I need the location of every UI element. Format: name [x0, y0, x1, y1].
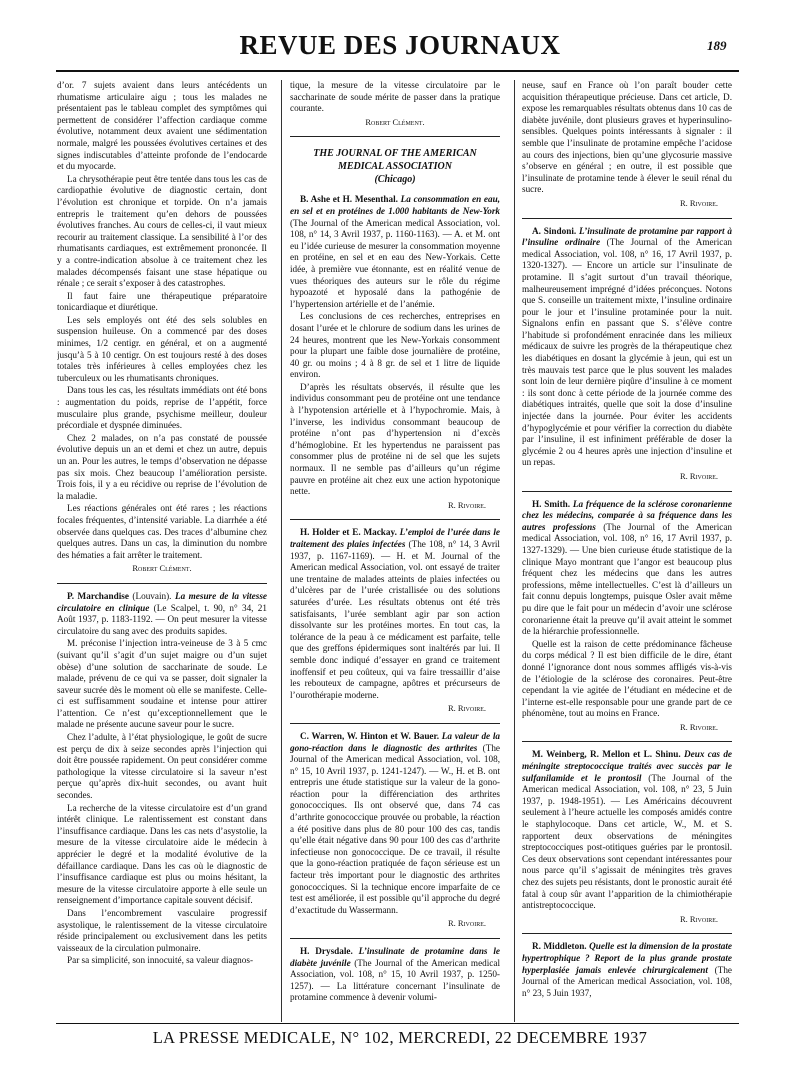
article-authors: B. Ashe et H. Mesenthal.: [300, 194, 398, 205]
paragraph: Chez 2 malades, on n’a pas constaté de poussée évolutive depuis un an et demi et chez un autre, depuis un an. Pour les autres, le temps d’observation ne dépasse pas six mois. Chez beaucoup l’amélioration persiste. Trois fois, il y a eu récidive ou reprise de l’évolution de la maladie.: [57, 432, 267, 501]
author-signature: Robert Clément.: [132, 563, 192, 574]
article-heading: [522, 749, 732, 911]
paragraph: Quelle est la raison de cette prédominance fâcheuse du corps médical ? Il est bien difficile de le dire, étant donné l’ignorance dont nous sommes affligés vis-à-vis de l’étiologie de la sclérose des coronaires. Peut-être cependant la vie agitée de l’étudiant en médecine et de l’interne est-elle responsable pour une grande part de ce phénomène, tout au moins en France.: [522, 638, 732, 719]
article-reference: (The Journal of the American medical Association, vol. 108, n° 16, 17 Avril 1937, p. 1320-1327). — Encore un article sur l’insulinate de protamine. Il s’agit surtout d’un travail théorique, malheureusement imprégné d’idées préconçues. Notons que S. conseille un traitement mixte, l’insuline ordinaire pour le jour et l’insuline protaminée pour la nuit. Signalons enfin en passant que S. s’élève contre l’habitude si profondément enracinée dans les milieux médicaux de suivre les progrès de la thérapeutique chez les diabétiques en dosant la glycémie à jeun, qui est un très mauvais test parce que le plus souvent les malades sont loin de leur dernière piqûre d’insuline à ce moment : ils sont donc à cette période de la journée comme des diabétiques intraités, quelle que soit la dose d’insuline injectée dans la journée. Pour éviter les accidents d’hypoglycémie et pour vérifier la correction du diabète par l’insuline, il est infiniment préférable de doser la glycémie 2 ou 4 heures après une injection d’insuline et un repas.: [522, 237, 732, 468]
article-authors: H. Holder et E. Mackay.: [300, 527, 397, 538]
journal-name-line: MEDICAL ASSOCIATION: [337, 161, 453, 173]
paragraph: D’après les résultats observés, il résulte que les individus consommant peu de protéine ont une tendance à l’hypotension artérielle et à l’hypochromie. Mais, à l’inverse, les individus consommant beaucoup de protéine n’ont pas d’hypertension ni d’excès d’hémoglobine. Et les hypertendus ne paraissent pas consommer plus de protéine ni de sel que les sujets normaux. Il ne semble pas d’ailleurs qu’un régime pauvre en protéine ait chez eux une action hypotonique nette.: [290, 381, 500, 497]
header-rule: [56, 70, 739, 72]
paragraph: Les conclusions de ces recherches, entreprises en dosant l’urée et le chlorure de sodium dans les urines de 24 heures, montrent que les New-Yorkais consomment pour la plupart une faible dose journalière de protéine, 40 gr. ou moins ; 4 à 8 gr. de sel et 1 litre de liquide environ.: [290, 311, 500, 380]
article-separator: [522, 933, 732, 934]
author-signature: R. Rivoire.: [447, 499, 486, 510]
article-authors: H. Smith.: [532, 498, 571, 509]
paragraph: M. préconise l’injection intra-veineuse de 3 à 5 cmc (suivant qu’il s’agit d’un sujet maigre ou d’un sujet obèse) d’une solution de saccharinate de soude. Le malade, prévenu de ce qui va se passer, doit signaler la saveur sucrée dès le moment où elle se manifeste. Celle-ci est suffisamment soudaine et intense pour attirer l’attention. Ce n’est qu’exceptionnellement que le malade ne présente aucune saveur pour le sucre.: [57, 638, 267, 730]
paragraph: Dans l’encombrement vasculaire progressif asystolique, le ralentissement de la vitesse circulatoire réside principalement ou exclusivement dans les petits vaisseaux de la circulation pulmonaire.: [57, 907, 267, 953]
paragraph: La recherche de la vitesse circulatoire est d’un grand intérêt clinique. Le ralentissement est constant dans l’insuffisance cardiaque. Dans les cas nets d’asystolie, la mesure de la vitesse circulatoire aide le médecin à apprécier le degré et la modalité évolutive de la défaillance cardiaque. Dans les cas où le diagnostic de l’insuffisance cardiaque est plus ou moins hésitant, la mesure de la vitesse circulatoire apporte à elle seule un renseignement d’importance capitale souvent décisif.: [57, 802, 267, 906]
paragraph: Chez l’adulte, à l’état physiologique, le goût de sucre est perçu de dix à seize secondes après l’injection qui doit être poussée rapidement. On peut considérer comme pathologique la vitesse circulatoire si la saveur n’est perçue qu’après dix-huit secondes, ou avant huit secondes.: [57, 732, 267, 801]
article-separator: [290, 519, 500, 520]
author-signature: R. Rivoire.: [679, 197, 718, 208]
article-authors: P. Marchandise: [67, 590, 129, 601]
paragraph: d’or. 7 sujets avaient dans leurs antécédents un rhumatisme articulaire aigu ; tous les malades ne présentaient pas le tableau complet des symptômes qui permettent de considérer l’affection cardiaque comme évolutive, notamment deux avaient une sédimentation normale, malgré les poussées évolutives certaines et des signes indiscutables d’atteinte profonde de l’endocarde et du myocarde.: [57, 80, 267, 172]
article-separator: [522, 741, 732, 742]
author-signature: R. Rivoire.: [447, 703, 486, 714]
article-separator: [522, 491, 732, 492]
article-heading: [290, 194, 500, 310]
article-authors: M. Weinberg, R. Mellon et L. Shinu.: [532, 749, 681, 760]
article-heading: [57, 591, 267, 637]
paragraph: Les réactions générales ont été rares ; les réactions focales fréquentes, d’intensité variable. La diarrhée a été observée dans quelques cas. Des traces d’albumine chez quelques autres. Dans un cas, la diminution du nombre des hématies a fait arrêter le traitement.: [57, 503, 267, 560]
column-2: [290, 80, 500, 1022]
column-divider: [281, 80, 282, 1022]
author-signature: R. Rivoire.: [679, 721, 718, 732]
paragraph: Par sa simplicité, son innocuité, sa valeur diagnos-: [67, 955, 254, 966]
article-authors: R. Middleton.: [532, 941, 587, 952]
paragraph: tique, la mesure de la vitesse circulatoire par le saccharinate de soude mérite de passer dans la pratique courante.: [290, 80, 500, 114]
article-heading: [290, 527, 500, 701]
article-authors: H. Drysdale.: [300, 946, 353, 956]
article-reference: (The 108, n° 14, 3 Avril 1937, p. 1167-1169). — H. et M. Journal of the American medical Association, vol. ont essayé de traiter une trentaine de malades atteints de plaies infectées ou d’ulcères par de l’urée cristallisée ou des solutions saturées d’urée. Les résultats obtenus ont été très satisfaisants, l’urée semblant agir par son action dissolvante sur les protéines mortes. En tout cas, la tolérance de la peau à ce médicament est parfaite, telle que des greffons épidermiques sont inaltérés par lui. Il semble donc indiqué d’essayer en grand ce traitement inoffensif et peu coûteux, qui va faire tressaillir d’aise les rebouteux de campagne, apôtres et précurseurs de l’ourothérapie moderne.: [290, 539, 500, 700]
article-heading: [522, 941, 732, 999]
author-signature: R. Rivoire.: [679, 471, 718, 481]
journal-city: (Chicago): [374, 174, 416, 186]
article-reference: (The Journal of the American medical Association, vol. 108, n° 23, 5 Juin 1937, p. 1948-1951). — Les Américains découvrent seulement à l’heure actuelle les composés amidés contre le staphylocoque. Dans cet article, W., M. et S. rapportent deux observations de méningites streptococciques post-otitiques guéries par le prontosil. Ces deux observations sont cependant intéressantes pour nous parce qu’il s’agissait de méningites très graves chez des sujets peu résistants, dont le pronostic aurait été fatal à coup sûr avant l’apparition de la chimiothérapie antistreptococcique.: [522, 772, 732, 911]
journal-heading: [290, 147, 500, 186]
article-separator: [290, 136, 500, 137]
article-title: Deux cas de méningite streptococcique traités avec succès par le sulfanilamide et le prontosil: [522, 749, 732, 783]
article-reference: (The Journal of the American medical Association, vol. 108, n° 23, 5 Juin 1937,: [522, 964, 732, 998]
article-authors: A. Sindoni.: [532, 225, 577, 236]
column-divider: [514, 80, 515, 1022]
column-1: [57, 80, 267, 1022]
article-heading: [290, 946, 500, 1004]
article-reference: (The Journal of the American medical Association, vol. 108, n° 16, 17 Avril 1937, p. 1327-1329). — Une bien curieuse étude statistique de la clinique Mayo montrant que l’angor est beaucoup plus fréquent chez les médecins que dans les autres professions, même intellectuelles. C’est là d’ailleurs un fait connu depuis longtemps, puisque Osler avait même pu dire que le fait pour un médecin d’avoir une sclérose coronarienne était la preuve qu’il avait atteint le sommet de la hiérarchie professionnelle.: [522, 521, 732, 637]
article-title: Quelle est la dimension de la prostate hypertrophique ? Report de la plus grande prostate hyperplasiée jamais enlevée chirurgicalement: [522, 941, 732, 975]
column-3: [522, 80, 732, 1022]
article-title: La consommation en eau, en sel et en protéines de 1.000 habitants de New-York: [290, 194, 500, 216]
article-title: La mesure de la vitesse circulatoire en clinique: [57, 590, 267, 613]
article-authors: C. Warren, W. Hinton et W. Bauer.: [300, 730, 440, 741]
article-reference: (The Journal of the American medical Association, vol. 108, n° 15, 10 Avril 1937, p. 1241-1247). — W., H. et B. ont entrepris une étude statistique sur la valeur de la gono-réaction pour la différenciation des arthrites gonococciques. Ils ont observé que, dans 74 cas d’arthrite gonococcique prouvée ou probable, la réaction a été positive dans plus de 80 pour 100 des cas, tandis qu’elle était négative dans 90 pour 100 des cas d’arthrite infectieuse non gonococcique. De ce travail, il résulte que la gono-réaction pratiquée de façon sérieuse est un facteur très important pour le diagnostic des arthrites gonococciques. Si la technique encore imparfaite de ce test est améliorée, il est possible qu’il approche du degré d’exactitude du Wassermann.: [290, 742, 500, 915]
article-separator: [57, 583, 267, 584]
author-signature: R. Rivoire.: [679, 913, 718, 924]
article-place: (Louvain).: [128, 590, 175, 601]
author-signature: Robert Clément.: [365, 116, 425, 127]
article-separator: [290, 938, 500, 939]
paragraph: neuse, sauf en France où l’on paraît bouder cette acquisition thérapeutique précieuse. Dans cet article, D. expose les remarquables résultats obtenus dans 10 cas de diabète juvénile, dont plusieurs graves et hyperinsulino-sensibles. Quelques points intéressants à signaler : il semble que l’insulinate de protamine empêche l’acidose au cours des injections, bien qu’une glycosurie massive s’observe en général ; en outre, il est possible que l’insulinate de protamine tende à élever le seuil rénal du sucre.: [522, 80, 732, 195]
article-separator: [522, 218, 732, 219]
article-reference: (The Journal of the American medical Association, vol. 108, n° 14, 3 Avril 1937, p. 1160-1163). — A. et M. ont eu l’idée curieuse de mesurer la consommation moyenne en protéine, en sel et en eau des New-Yorkais. Cette idée, à première vue étonnante, est en réalité venue de vues théoriques des auteurs sur le rôle du régime hypoazoté et hyposalé dans la pathogénie de l’hypertension artérielle et de l’anémie.: [290, 217, 500, 309]
article-title: L’insulinate de protamine dans le diabète juvénile: [290, 946, 500, 968]
article-title: La fréquence de la sclérose coronarienne chez les médecins, comparée à sa fréquence dans les autres professions: [522, 498, 732, 532]
paragraph: La chrysothérapie peut être tentée dans tous les cas de cardiopathie évolutive de diagnostic certain, dont l’évolution est chronique et torpide. On n’a jamais entrepris le traitement qu’en dehors de poussées évolutives franches. Au cours de celles-ci, il vaut mieux recourir au traitement classique. La sensibilité à l’or des rhumatisants cardiaques, est extrêmement prononcée. Il y a contre-indication absolue à ce traitement chez les malades décompensés faisant une stase hépatique ou rénale ; ce serait s’exposer à des catastrophes.: [57, 173, 267, 289]
page-number: 189: [707, 38, 727, 53]
article-title: L’insulinate de protamine par rapport à l’insuline ordinaire: [522, 225, 732, 248]
paragraph: Dans tous les cas, les résultats immédiats ont été bons : augmentation du poids, reprise de l’appétit, force musculaire plus grande, psychisme meilleur, douleur précordiale et dyspnée diminuées.: [57, 385, 267, 431]
footer-rule: [56, 1023, 739, 1024]
paragraph: Il faut faire une thérapeutique préparatoire tonicardiaque et diurétique.: [57, 290, 267, 313]
article-heading: [290, 731, 500, 917]
paragraph: Les sels employés ont été des sels solubles en suspension huileuse. On a commencé par des doses minimes, 1/2 centigr. en général, et on a augmenté jusqu’à 5 à 10 centigr. On est toujours resté à des doses totales très inférieures à celles employées chez les tuberculeux ou les rhumatisants chroniques.: [57, 314, 267, 383]
article-reference: (Le Scalpel, t. 90, n° 34, 21 Août 1937, p. 1183-1192. — On peut mesurer la vitesse circulatoire du sang avec des produits sapides.: [57, 602, 267, 636]
running-footer: LA PRESSE MEDICALE, N° 102, MERCREDI, 22 DECEMBRE 1937: [152, 1028, 648, 1047]
article-heading: [522, 499, 732, 638]
journal-name-line: THE JOURNAL OF THE AMERICAN: [313, 148, 477, 160]
running-header-title: REVUE DES JOURNAUX: [239, 30, 561, 60]
article-reference: (The Journal of the American medical Association, vol. 108, n° 15, 10 Avril 1937, p. 1250-1257). — La littérature concernant l’insulinate de protamine commence à devenir volumi-: [290, 957, 500, 1003]
article-separator: [290, 723, 500, 724]
article-heading: [522, 226, 732, 469]
article-title: La valeur de la gono-réaction dans le diagnostic des arthrites: [290, 730, 500, 753]
article-title: L’emploi de l’urée dans le traitement des plaies infectées: [290, 527, 500, 549]
author-signature: R. Rivoire.: [447, 918, 486, 929]
